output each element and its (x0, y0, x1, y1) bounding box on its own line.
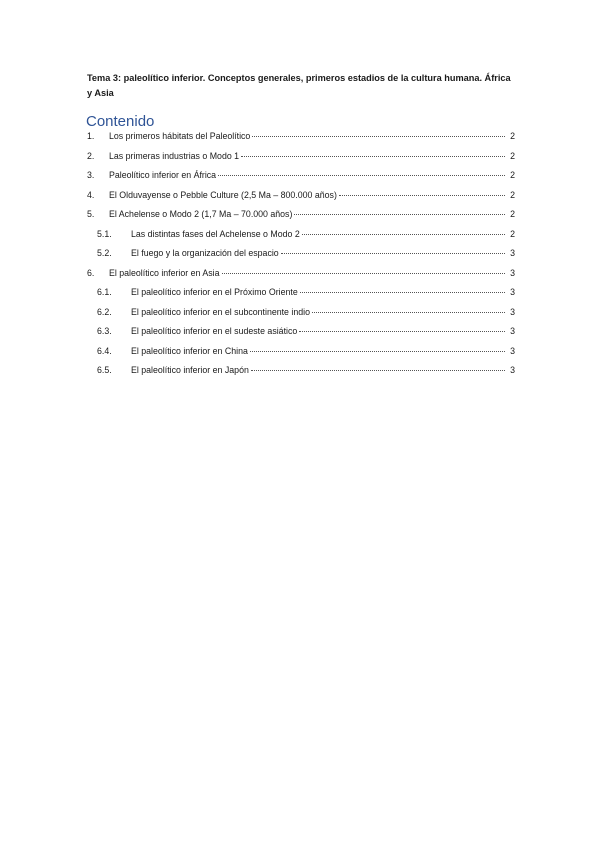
toc-entry-label: El paleolítico inferior en el subcontinente indio (131, 306, 310, 317)
toc-dot-leader (251, 370, 505, 371)
toc-entry-label: Las primeras industrias o Modo 1 (109, 150, 240, 161)
toc-entry-number: 6.2. (97, 306, 112, 317)
toc-dot-leader (299, 331, 505, 332)
toc-dot-leader (218, 175, 505, 176)
toc-entry-label: Paleolítico inferior en África (109, 170, 217, 180)
toc-entry-label: El paleolítico inferior en Japón (131, 365, 249, 375)
toc-entry-page-number: 3 (510, 287, 515, 297)
toc-entry-number: 4. (87, 189, 95, 200)
toc-entry-number: 6.1. (97, 287, 112, 297)
toc-entry-label: El fuego y la organización del espacio (131, 248, 279, 258)
toc-entry[interactable] (87, 229, 515, 249)
toc-entry-number: 3. (87, 170, 95, 180)
toc-entry-number: 6. (87, 267, 95, 278)
toc-entry-label: Las distintas fases del Achelense o Modo 2 (131, 228, 300, 239)
toc-entry[interactable] (87, 131, 515, 151)
toc-entry[interactable] (87, 151, 515, 171)
toc-entry-label: El Olduvayense o Pebble Culture (2,5 Ma – 800.000 años) (109, 189, 337, 200)
toc-entry-page-number: 3 (510, 267, 515, 278)
toc-entry[interactable] (87, 190, 515, 210)
toc-entry-number: 6.5. (97, 365, 112, 375)
toc-entry-page-number: 2 (510, 189, 515, 200)
toc-dot-leader (222, 273, 505, 274)
toc-entry-label: El paleolítico inferior en China (131, 345, 248, 356)
toc-entry-label: El paleolítico inferior en Asia (109, 267, 220, 278)
toc-entry-label: El paleolítico inferior en el sudeste asiático (131, 326, 298, 336)
toc-entry-page-number: 2 (510, 150, 515, 161)
toc-entry-number: 6.4. (97, 345, 112, 356)
toc-entry-page-number: 3 (510, 365, 515, 375)
toc-dot-leader (300, 292, 505, 293)
toc-dot-leader (250, 351, 505, 352)
toc-entry[interactable] (87, 268, 515, 288)
toc-dot-leader (294, 214, 505, 215)
toc-entry-page-number: 2 (510, 228, 515, 239)
toc-entry-page-number: 3 (510, 306, 515, 317)
toc-entry-page-number: 3 (510, 248, 515, 258)
toc-entry-label: El paleolítico inferior en el Próximo Oriente (131, 287, 298, 297)
toc-entry[interactable] (87, 209, 515, 229)
toc-entry[interactable] (87, 326, 515, 346)
toc-entry-page-number: 2 (510, 170, 515, 180)
toc-entry[interactable] (87, 365, 515, 385)
toc-entry[interactable] (87, 307, 515, 327)
toc-entry-label: El Achelense o Modo 2 (1,7 Ma – 70.000 años) (109, 209, 293, 219)
toc-entry-number: 5.2. (97, 248, 112, 258)
toc-heading: Contenido (86, 113, 155, 130)
toc-dot-leader (302, 234, 505, 235)
toc-entry-number: 6.3. (97, 326, 112, 336)
toc-entry[interactable] (87, 170, 515, 190)
toc-entry-number: 5. (87, 209, 95, 219)
toc-dot-leader (241, 156, 505, 157)
toc-dot-leader (312, 312, 505, 313)
toc-entry[interactable] (87, 346, 515, 366)
toc-entry-page-number: 2 (510, 131, 515, 141)
toc-entry[interactable] (87, 287, 515, 307)
toc-dot-leader (281, 253, 505, 254)
table-of-contents (87, 131, 515, 385)
toc-entry-page-number: 3 (510, 345, 515, 356)
toc-entry-label: Los primeros hábitats del Paleolítico (109, 131, 251, 141)
toc-entry-number: 1. (87, 131, 95, 141)
toc-dot-leader (252, 136, 505, 137)
toc-entry-page-number: 2 (510, 209, 515, 219)
toc-entry-number: 5.1. (97, 228, 112, 239)
toc-entry-number: 2. (87, 150, 95, 161)
document-title: Tema 3: paleolítico inferior. Conceptos generales, primeros estadios de la cultura humana. África y Asia (87, 73, 511, 98)
toc-entry-page-number: 3 (510, 326, 515, 336)
toc-entry[interactable] (87, 248, 515, 268)
toc-dot-leader (339, 195, 505, 196)
